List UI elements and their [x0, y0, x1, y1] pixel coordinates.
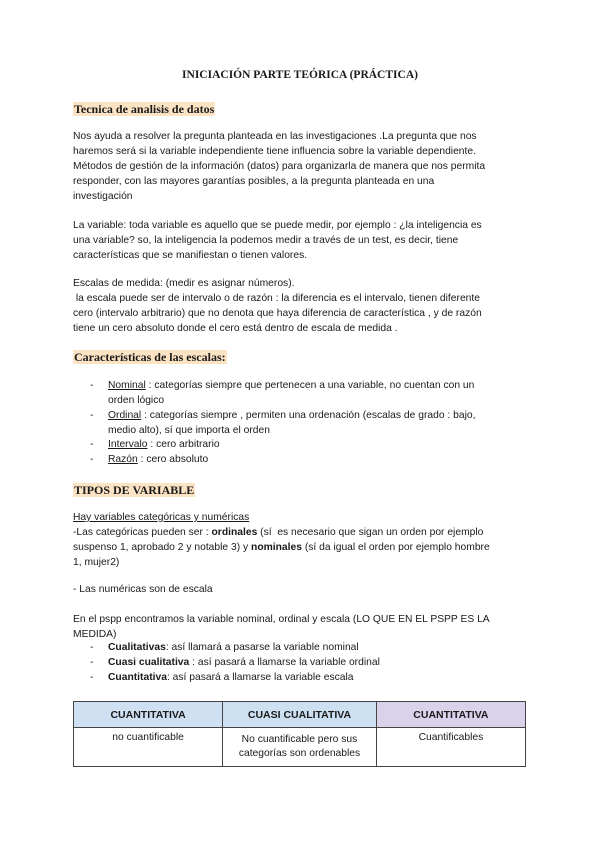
- paragraph-pspp: [73, 612, 533, 642]
- term-description: : así pasará a llamarse la variable escala: [166, 672, 354, 683]
- text-segment: -Las categóricas pueden ser :: [73, 527, 212, 538]
- text-line: características que se manifiestan o tienen valores.: [73, 250, 308, 261]
- term-description-cont: medio alto), sí que importa el orden: [108, 425, 270, 436]
- term-description-cont: orden lógico: [108, 395, 165, 406]
- text-line: una variable? so, la inteligencia la podemos medir a través de un test, es decir, tiene: [73, 235, 459, 246]
- bullet-dash: -: [90, 657, 94, 668]
- list-item-cuantitativa: [90, 670, 530, 686]
- section-heading-caracteristicas: [73, 348, 533, 366]
- term-razon: Razón: [108, 454, 138, 465]
- heading-highlight: Características de las escalas:: [74, 350, 226, 364]
- table-header-cell: CUASI CUALITATIVA: [223, 702, 377, 728]
- bullet-dash: -: [90, 672, 94, 683]
- list-item-intervalo: [90, 437, 530, 453]
- heading-highlight: Tecnica de analisis de datos: [74, 102, 215, 116]
- paragraph-numericas: [73, 582, 533, 597]
- list-item-cualitativas: [90, 640, 530, 656]
- text-line: responder, con las mayores garantías posibles, a la pregunta planteada en una: [73, 176, 435, 187]
- term-description: : así pasará a llamarse la variable ordinal: [189, 657, 380, 668]
- text-line: 1, mujer2): [73, 557, 120, 568]
- text-line: cero (intervalo arbitrario) que no denota que haya diferencia de característica , y de razón: [73, 308, 482, 319]
- list-item-nominal: [90, 378, 530, 410]
- text-line: investigación: [73, 191, 133, 202]
- term-description: : así llamará a pasarse la variable nominal: [165, 642, 359, 653]
- text-line: Métodos de gestión de la información (datos) para organizarla de manera que nos permita: [73, 161, 486, 172]
- term-description: : categorías siempre que pertenecen a una variable, no cuentan con un: [145, 380, 475, 391]
- table-header-row: [74, 702, 526, 728]
- table-row: [74, 728, 526, 767]
- term-description: : cero absoluto: [137, 454, 209, 465]
- bold-term: Cuantitativa: [108, 672, 167, 683]
- text-line: La variable: toda variable es aquello que se puede medir, por ejemplo : ¿la inteligencia es: [73, 220, 482, 231]
- paragraph-intro: [73, 129, 533, 204]
- bullet-dash: -: [90, 380, 94, 391]
- bold-ordinales: ordinales: [211, 527, 258, 538]
- table-cell: [223, 728, 377, 767]
- heading-highlight: TIPOS DE VARIABLE: [74, 483, 195, 497]
- term-nominal: Nominal: [108, 380, 146, 391]
- bullet-dash: -: [90, 410, 94, 421]
- text-segment: (sí da igual el orden por ejemplo hombre: [301, 542, 490, 553]
- paragraph-categoricas: [73, 510, 533, 570]
- table-cell: no cuantificable: [74, 728, 223, 767]
- list-item-cuasi-cualitativa: [90, 655, 530, 671]
- term-intervalo: Intervalo: [108, 439, 148, 450]
- text-line: - Las numéricas son de escala: [73, 584, 213, 595]
- subheading-variables: Hay variables categóricas y numéricas: [73, 512, 250, 523]
- table-cell-line: categorías son ordenables: [238, 748, 361, 759]
- bold-term: Cuasi cualitativa: [108, 657, 190, 668]
- section-heading-tecnica: [73, 100, 533, 118]
- text-line: tiene un cero absoluto donde el cero está dentro de escala de medida .: [73, 323, 398, 334]
- bullet-dash: -: [90, 642, 94, 653]
- text-line: Nos ayuda a resolver la pregunta planteada en las investigaciones .La pregunta que nos: [73, 131, 477, 142]
- text-line: MEDIDA): [73, 629, 117, 640]
- text-line: la escala puede ser de intervalo o de razón : la diferencia es el intervalo, tienen diferente: [73, 293, 480, 304]
- list-item-razon: [90, 452, 530, 468]
- table-cell: Cuantificables: [376, 728, 525, 767]
- text-line: haremos será si la variable independiente tiene influencia sobre la variable dependiente.: [73, 146, 476, 157]
- text-segment: (sí es necesario que sigan un orden por ejemplo: [257, 527, 484, 538]
- table-cell-line: No cuantificable pero sus: [241, 734, 358, 745]
- text-line: Escalas de medida: (medir es asignar números).: [73, 278, 295, 289]
- table-header-cell: CUANTITATIVA: [74, 702, 223, 728]
- list-item-ordinal: [90, 408, 530, 440]
- bullet-dash: -: [90, 439, 94, 450]
- bullet-dash: -: [90, 454, 94, 465]
- variable-types-table: [73, 701, 526, 767]
- term-description: : cero arbitrario: [147, 439, 220, 450]
- text-line: En el pspp encontramos la variable nominal, ordinal y escala (LO QUE EN EL PSPP ES LA: [73, 614, 490, 625]
- bold-nominales: nominales: [251, 542, 302, 553]
- table-header-cell: CUANTITATIVA: [376, 702, 525, 728]
- page-title: INICIACIÓN PARTE TEÓRICA (PRÁCTICA): [182, 69, 418, 81]
- text-segment: suspenso 1, aprobado 2 y notable 3) y: [73, 542, 252, 553]
- section-heading-tipos: [73, 481, 533, 499]
- paragraph-escalas: [73, 276, 533, 336]
- bold-term: Cualitativas: [108, 642, 166, 653]
- term-ordinal: Ordinal: [108, 410, 142, 421]
- paragraph-variable: [73, 218, 533, 263]
- term-description: : categorías siempre , permiten una ordenación (escalas de grado : bajo,: [141, 410, 476, 421]
